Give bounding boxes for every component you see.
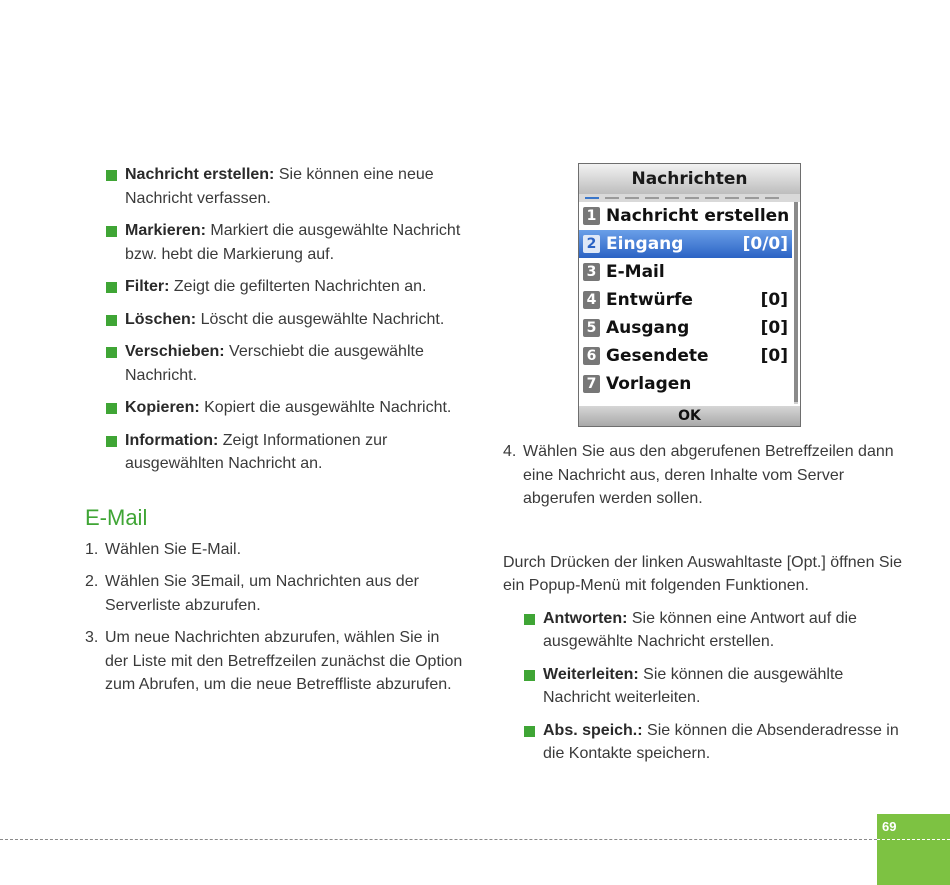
menu-item-e-mail — [579, 258, 792, 286]
menu-item-vorlagen — [579, 370, 792, 398]
tab-dash — [745, 197, 759, 199]
page-number: 69 — [882, 819, 897, 834]
option-term: Markieren: — [125, 222, 206, 239]
option-description: Verschiebt die ausgewählte Nachricht. — [125, 343, 424, 384]
list-item — [85, 275, 465, 299]
menu-item-label: Eingang — [606, 234, 684, 254]
option-description: Kopiert die ausgewählte Nachricht. — [199, 399, 452, 416]
menu-item-ausgang — [579, 314, 792, 342]
phone-tab-indicator — [579, 194, 800, 202]
menu-item-count: [0/0] — [742, 234, 788, 254]
steps-list-continued — [503, 440, 903, 511]
tab-dash — [765, 197, 779, 199]
step-number: 4. — [503, 443, 517, 460]
option-term: Information: — [125, 431, 219, 449]
page-tab-dashed-line — [877, 839, 950, 840]
menu-item-eingang — [579, 230, 792, 258]
option-description: Sie können eine neue Nachricht verfassen. — [125, 166, 434, 207]
tab-dash — [705, 197, 719, 199]
menu-item-label: Gesendete — [606, 346, 709, 366]
bullet-square-icon — [106, 436, 117, 447]
step-number: 2. — [85, 573, 99, 590]
menu-item-gesendete — [579, 342, 792, 370]
menu-item-count: [0] — [760, 318, 788, 338]
option-term: Weiterleiten: — [543, 665, 639, 683]
menu-item-nachricht-erstellen — [579, 202, 792, 230]
menu-number-icon: 2 — [583, 235, 600, 253]
option-term: Löschen: — [125, 310, 197, 328]
phone-scrollbar — [794, 202, 798, 404]
menu-item-count: [0] — [760, 346, 788, 366]
options-list — [85, 163, 465, 476]
step-number: 1. — [85, 540, 99, 558]
menu-number-icon: 3 — [583, 263, 600, 281]
list-item — [503, 607, 903, 654]
list-item — [503, 719, 903, 766]
step-text: Wählen Sie aus den abgerufenen Betreffzeilen dann eine Nachricht aus, deren Inhalte vom Server abgerufen werden sollen. — [523, 443, 894, 507]
list-item — [85, 340, 465, 387]
step-text: Wählen Sie 3Email, um Nachrichten aus der Serverliste abzurufen. — [105, 573, 419, 614]
bullet-square-icon — [106, 315, 117, 326]
bullet-square-icon — [106, 170, 117, 181]
list-item — [85, 396, 465, 420]
menu-item-count: [0] — [760, 290, 788, 310]
menu-number-icon: 5 — [583, 319, 600, 337]
option-description: Sie können die Absenderadresse in die Kontakte speichern. — [543, 721, 899, 762]
option-term: Abs. speich.: — [543, 721, 643, 739]
right-column — [503, 440, 903, 775]
bullet-square-icon — [106, 403, 117, 414]
option-description: Sie können eine Antwort auf die ausgewählte Nachricht erstellen. — [543, 609, 857, 650]
menu-number-icon: 7 — [583, 375, 600, 393]
section-heading: E-Mail — [85, 504, 148, 530]
option-description: Markiert die ausgewählte Nachricht bzw. hebt die Markierung auf. — [125, 222, 461, 263]
step-number: 3. — [85, 629, 99, 646]
phone-screen-title: Nachrichten — [579, 164, 800, 194]
option-description: Löscht die ausgewählte Nachricht. — [196, 310, 445, 328]
phone-scrollbar-thumb — [794, 202, 798, 402]
list-item — [85, 219, 465, 266]
option-description: Sie können die ausgewählte Nachricht weiterleiten. — [543, 665, 844, 706]
page-number-tab — [877, 814, 950, 885]
list-item — [503, 663, 903, 710]
list-item — [85, 429, 465, 476]
step-text: Um neue Nachrichten abzurufen, wählen Sie in der Liste mit den Betreffzeilen zunächst die Option zum Abrufen, um die neue Betreffliste abzurufen. — [105, 629, 463, 693]
list-item — [85, 308, 465, 332]
bullet-square-icon — [106, 226, 117, 237]
option-description: Zeigt die gefilterten Nachrichten an. — [169, 278, 427, 295]
tab-dash — [645, 197, 659, 199]
step-item — [85, 626, 465, 697]
menu-item-entwuerfe — [579, 286, 792, 314]
menu-item-label: Entwürfe — [606, 290, 693, 310]
bullet-square-icon — [524, 726, 535, 737]
option-term: Verschieben: — [125, 343, 225, 360]
tab-dash — [665, 197, 679, 199]
option-term: Antworten: — [543, 609, 628, 627]
option-term: Filter: — [125, 278, 170, 295]
left-column — [85, 163, 465, 706]
step-item — [85, 570, 465, 617]
phone-screen — [578, 163, 801, 427]
steps-list — [85, 538, 465, 697]
tab-dash — [605, 197, 619, 199]
step-text: Wählen Sie E-Mail. — [105, 540, 242, 558]
option-description: Zeigt Informationen zur ausgewählten Nachricht an. — [125, 431, 388, 472]
list-item — [85, 163, 465, 210]
tab-dash — [685, 197, 699, 199]
popup-menu-intro: Durch Drücken der linken Auswahltaste [Opt.] öffnen Sie ein Popup-Menü mit folgenden Funktionen. — [503, 553, 903, 594]
bullet-square-icon — [524, 614, 535, 625]
popup-options-list — [503, 607, 903, 766]
menu-item-label: Vorlagen — [606, 374, 692, 394]
phone-softkey-ok: OK — [579, 406, 800, 426]
menu-item-label: E-Mail — [606, 262, 665, 282]
bullet-square-icon — [524, 670, 535, 681]
option-term: Kopieren: — [125, 399, 200, 416]
bullet-square-icon — [106, 347, 117, 358]
menu-number-icon: 1 — [583, 207, 600, 225]
bullet-square-icon — [106, 282, 117, 293]
tab-dash — [625, 197, 639, 199]
menu-number-icon: 4 — [583, 291, 600, 309]
tab-dash — [725, 197, 739, 199]
footer-dashed-line — [0, 839, 877, 840]
step-item — [503, 440, 903, 511]
menu-number-icon: 6 — [583, 347, 600, 365]
tab-dash-active — [585, 197, 599, 199]
option-term: Nachricht erstellen: — [125, 166, 275, 183]
phone-menu — [579, 202, 800, 398]
step-item — [85, 538, 465, 562]
menu-item-label: Nachricht erstellen — [606, 206, 790, 226]
menu-item-label: Ausgang — [606, 318, 690, 338]
